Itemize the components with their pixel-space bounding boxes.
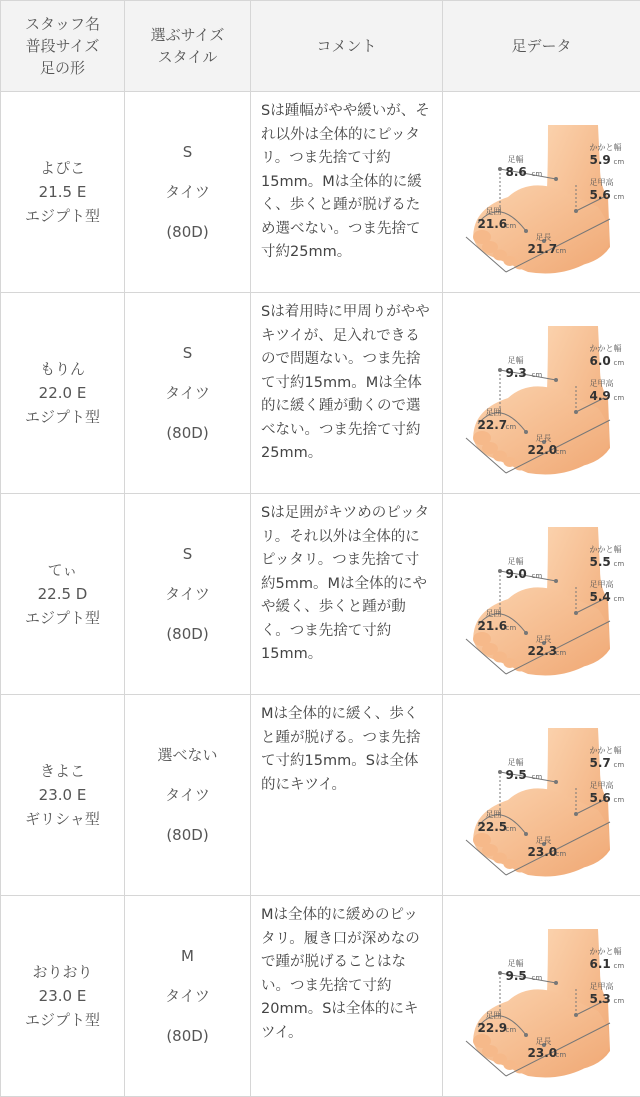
instep-height-label: 足甲高	[590, 178, 614, 187]
style: タイツ	[126, 574, 249, 614]
instep-height-value: 5.4	[590, 591, 611, 604]
foot-length-value: 22.3	[528, 645, 558, 658]
unit: cm	[614, 595, 625, 603]
staff-name: よぴこ	[2, 156, 123, 180]
unit: cm	[556, 1051, 567, 1059]
heel-width-label: かかと幅	[590, 947, 622, 956]
foot-diagram	[448, 700, 636, 890]
unit: cm	[506, 222, 517, 230]
unit: cm	[614, 359, 625, 367]
usual-size: 23.0 E	[2, 783, 123, 807]
style: タイツ	[126, 172, 249, 212]
foot-girth-value: 22.5	[478, 821, 508, 834]
foot-girth-value: 22.7	[478, 419, 508, 432]
instep-height-label: 足甲高	[590, 982, 614, 991]
size-cell	[125, 92, 251, 293]
staff-cell	[1, 896, 125, 1097]
foot-data-cell	[443, 92, 640, 293]
staff-name: きよこ	[2, 759, 123, 783]
foot-girth-label: 足囲	[486, 609, 502, 618]
foot-width-label: 足幅	[508, 959, 524, 968]
instep-height-value: 4.9	[590, 390, 611, 403]
foot-length-value: 23.0	[528, 846, 558, 859]
unit: cm	[532, 572, 543, 580]
unit: cm	[556, 247, 567, 255]
header-size-line: スタイル	[126, 46, 249, 68]
foot-data-cell	[443, 293, 640, 494]
heel-width-label: かかと幅	[590, 746, 622, 755]
heel-width-label: かかと幅	[590, 545, 622, 554]
foot-length-value: 22.0	[528, 444, 558, 457]
table-row	[1, 494, 640, 695]
unit: cm	[614, 962, 625, 970]
header-staff-line: 普段サイズ	[2, 35, 123, 57]
denier: (80D)	[126, 815, 249, 855]
chosen-size: S	[126, 534, 249, 574]
foot-diagram	[448, 901, 636, 1091]
table-row	[1, 92, 640, 293]
foot-width-value: 8.6	[506, 166, 527, 179]
unit: cm	[506, 423, 517, 431]
unit: cm	[556, 850, 567, 858]
unit: cm	[506, 624, 517, 632]
unit: cm	[532, 371, 543, 379]
foot-length-label: 足長	[536, 434, 552, 443]
header-staff-line: スタッフ名	[2, 13, 123, 35]
header-size	[125, 1, 251, 92]
foot-shape: エジプト型	[2, 405, 123, 429]
foot-width-label: 足幅	[508, 758, 524, 767]
foot-girth-label: 足囲	[486, 810, 502, 819]
denier: (80D)	[126, 614, 249, 654]
instep-height-value: 5.6	[590, 189, 611, 202]
table-row	[1, 293, 640, 494]
unit: cm	[532, 773, 543, 781]
chosen-size: S	[126, 132, 249, 172]
usual-size: 22.0 E	[2, 381, 123, 405]
staff-name: もりん	[2, 357, 123, 381]
usual-size: 21.5 E	[2, 180, 123, 204]
staff-cell	[1, 92, 125, 293]
instep-height-label: 足甲高	[590, 379, 614, 388]
foot-length-label: 足長	[536, 1037, 552, 1046]
unit: cm	[532, 974, 543, 982]
size-cell	[125, 695, 251, 896]
foot-length-label: 足長	[536, 836, 552, 845]
unit: cm	[614, 394, 625, 402]
foot-girth-value: 21.6	[478, 218, 508, 231]
denier: (80D)	[126, 1016, 249, 1056]
unit: cm	[532, 170, 543, 178]
heel-width-label: かかと幅	[590, 143, 622, 152]
header-staff	[1, 1, 125, 92]
foot-diagram	[448, 298, 636, 488]
staff-cell	[1, 695, 125, 896]
size-cell	[125, 494, 251, 695]
table-row	[1, 695, 640, 896]
denier: (80D)	[126, 413, 249, 453]
staff-name: てぃ	[2, 558, 123, 582]
foot-data-cell	[443, 896, 640, 1097]
foot-data-cell	[443, 494, 640, 695]
unit: cm	[506, 1026, 517, 1034]
foot-length-value: 23.0	[528, 1047, 558, 1060]
comment-cell: Mは全体的に緩く、歩くと踵が脱げる。つま先捨て寸約15mm。Sは全体的にキツイ。	[251, 695, 443, 896]
foot-length-label: 足長	[536, 635, 552, 644]
heel-width-value: 5.5	[590, 556, 611, 569]
unit: cm	[556, 448, 567, 456]
unit: cm	[614, 193, 625, 201]
heel-width-value: 5.9	[590, 154, 611, 167]
foot-width-label: 足幅	[508, 155, 524, 164]
foot-diagram	[448, 97, 636, 287]
heel-width-value: 6.1	[590, 958, 611, 971]
foot-length-value: 21.7	[528, 243, 558, 256]
foot-width-label: 足幅	[508, 356, 524, 365]
heel-width-value: 6.0	[590, 355, 611, 368]
foot-shape: エジプト型	[2, 204, 123, 228]
style: タイツ	[126, 976, 249, 1016]
header-staff-line: 足の形	[2, 57, 123, 79]
foot-width-value: 9.5	[506, 769, 527, 782]
heel-width-label: かかと幅	[590, 344, 622, 353]
staff-cell	[1, 293, 125, 494]
header-comment: コメント	[251, 1, 443, 92]
header-size-line: 選ぶサイズ	[126, 24, 249, 46]
unit: cm	[614, 158, 625, 166]
usual-size: 22.5 D	[2, 582, 123, 606]
foot-length-label: 足長	[536, 233, 552, 242]
instep-height-label: 足甲高	[590, 580, 614, 589]
foot-girth-value: 22.9	[478, 1022, 508, 1035]
comment-cell: Sは足囲がキツめのピッタリ。それ以外は全体的にピッタリ。つま先捨て寸約5mm。Mは全体的にやや緩く、歩くと踵が動く。つま先捨て寸約15mm。	[251, 494, 443, 695]
chosen-size: 選べない	[126, 735, 249, 775]
foot-width-value: 9.0	[506, 568, 527, 581]
foot-girth-value: 21.6	[478, 620, 508, 633]
style: タイツ	[126, 775, 249, 815]
staff-name: おりおり	[2, 960, 123, 984]
comment-cell: Mは全体的に緩めのピッタリ。履き口が深めなので踵が脱げることはない。つま先捨て寸約20mm。Sは全体的にキツイ。	[251, 896, 443, 1097]
foot-girth-label: 足囲	[486, 207, 502, 216]
header-foot-data: 足データ	[443, 1, 640, 92]
staff-cell	[1, 494, 125, 695]
style: タイツ	[126, 373, 249, 413]
instep-height-value: 5.3	[590, 993, 611, 1006]
chosen-size: S	[126, 333, 249, 373]
unit: cm	[614, 997, 625, 1005]
foot-girth-label: 足囲	[486, 1011, 502, 1020]
foot-shape: ギリシャ型	[2, 807, 123, 831]
foot-width-value: 9.3	[506, 367, 527, 380]
foot-width-label: 足幅	[508, 557, 524, 566]
unit: cm	[614, 761, 625, 769]
table-row	[1, 896, 640, 1097]
foot-shape: エジプト型	[2, 606, 123, 630]
unit: cm	[506, 825, 517, 833]
size-cell	[125, 293, 251, 494]
size-cell	[125, 896, 251, 1097]
foot-data-cell	[443, 695, 640, 896]
instep-height-value: 5.6	[590, 792, 611, 805]
unit: cm	[614, 796, 625, 804]
unit: cm	[614, 560, 625, 568]
foot-girth-label: 足囲	[486, 408, 502, 417]
foot-shape: エジプト型	[2, 1008, 123, 1032]
foot-diagram	[448, 499, 636, 689]
comment-cell: Sは踵幅がやや緩いが、それ以外は全体的にピッタリ。つま先捨て寸約15mm。Mは全体的に緩く、歩くと踵が脱げるため選べない。つま先捨て寸約25mm。	[251, 92, 443, 293]
header-row	[1, 1, 640, 92]
denier: (80D)	[126, 212, 249, 252]
foot-width-value: 9.5	[506, 970, 527, 983]
unit: cm	[556, 649, 567, 657]
comment-cell: Sは着用時に甲周りがややキツイが、足入れできるので問題ない。つま先捨て寸約15mm。Mは全体的に緩く踵が動くので選べない。つま先捨て寸約25mm。	[251, 293, 443, 494]
chosen-size: M	[126, 936, 249, 976]
usual-size: 23.0 E	[2, 984, 123, 1008]
instep-height-label: 足甲高	[590, 781, 614, 790]
heel-width-value: 5.7	[590, 757, 611, 770]
